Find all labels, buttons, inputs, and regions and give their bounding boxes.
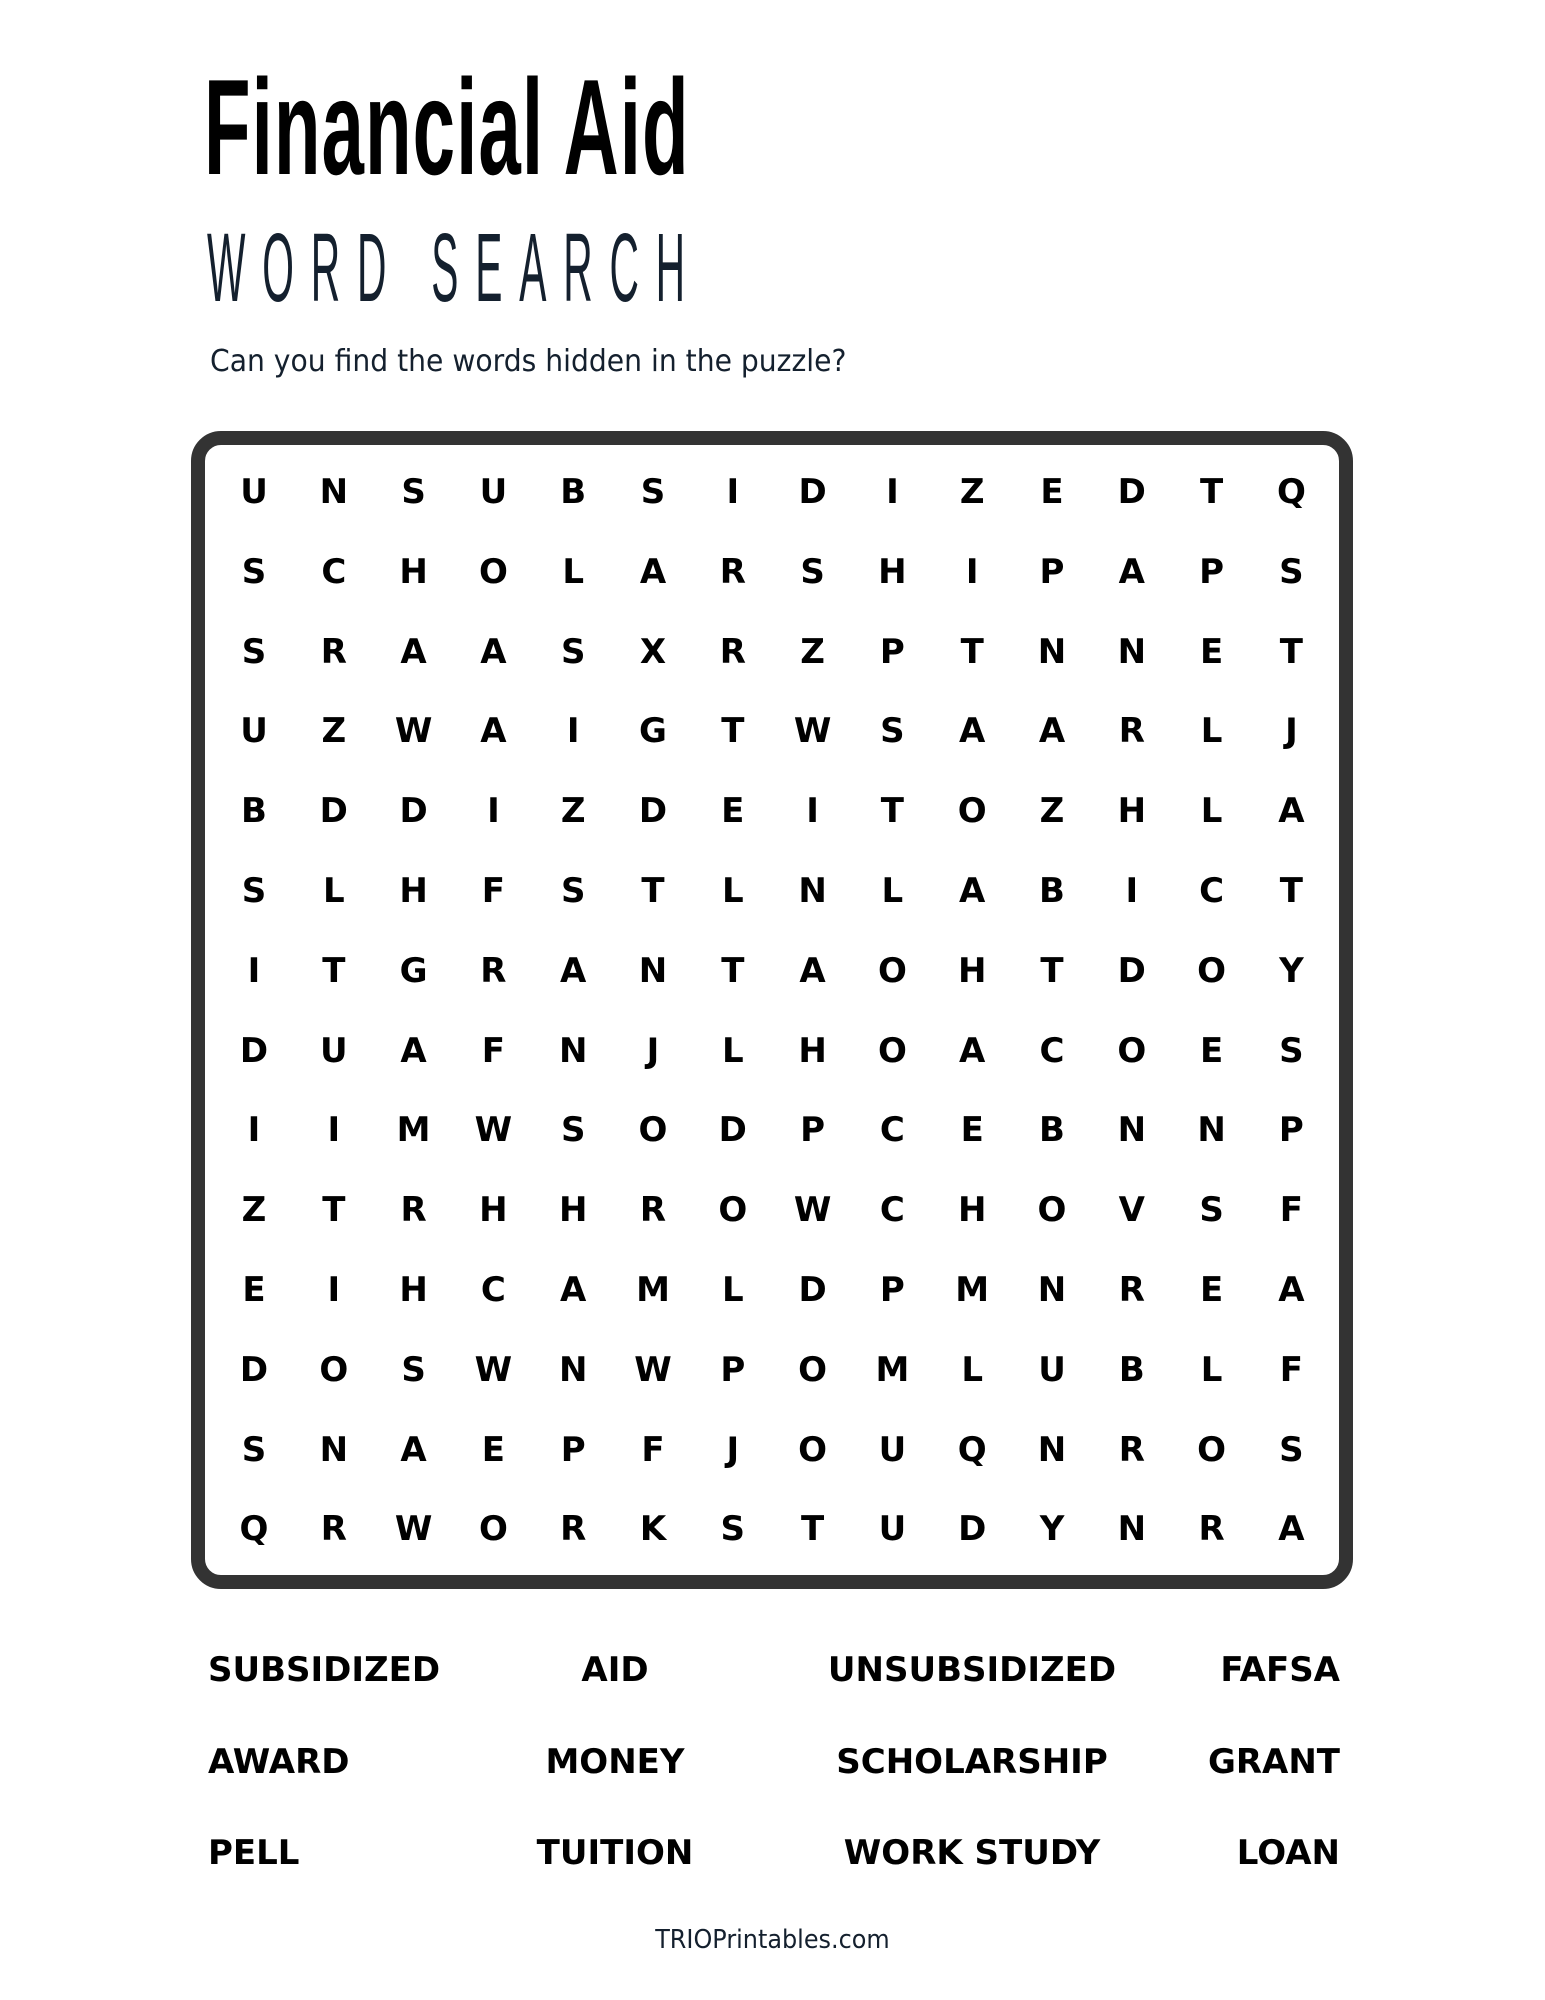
grid-cell[interactable]: M [396,1110,431,1151]
grid-cell[interactable]: P [720,1349,746,1390]
grid-cell[interactable]: W [394,1509,433,1550]
grid-cell[interactable]: O [1197,950,1227,991]
grid-cell[interactable]: R [400,1190,427,1231]
grid-cell[interactable]: O [957,791,987,832]
grid-cell[interactable]: A [400,631,427,672]
grid-cell[interactable]: L [1200,1349,1223,1390]
grid-cell[interactable]: R [1118,1270,1145,1310]
grid-cell[interactable]: G [399,950,428,991]
grid-cell[interactable]: H [878,551,907,592]
grid-cell[interactable]: R [320,1509,347,1550]
grid-cell[interactable]: G [639,711,667,752]
grid-cell[interactable]: D [1117,950,1146,991]
word-list-item: AWARD [208,1742,350,1782]
grid-cell[interactable]: E [1199,631,1224,672]
grid-cell[interactable]: U [240,711,268,752]
grid-cell[interactable]: N [558,1030,588,1071]
grid-cell[interactable]: R [560,1509,587,1550]
grid-cell[interactable]: H [798,1030,827,1071]
grid-cell[interactable]: Q [239,1509,269,1550]
page-subtitle: WORD SEARCH [207,213,702,322]
grid-cell[interactable]: E [1040,472,1064,512]
grid-cell[interactable]: Q [1276,472,1306,512]
grid-cell[interactable]: H [1117,791,1147,832]
grid-cell[interactable]: A [959,711,986,752]
grid-cell[interactable]: K [639,1509,667,1550]
grid-cell[interactable]: D [958,1509,987,1550]
grid-cell[interactable]: I [327,1270,341,1310]
grid-cell[interactable]: Z [959,472,985,512]
grid-cell[interactable]: I [806,791,819,832]
grid-cell[interactable]: P [560,1429,586,1470]
grid-cell[interactable]: C [879,1110,905,1151]
word-list-item: WORK STUDY [843,1833,1101,1873]
grid-cell[interactable]: S [1279,1030,1304,1071]
grid-cell[interactable]: A [1278,791,1305,832]
word-list-item: UNSUBSIDIZED [827,1650,1117,1690]
grid-cell[interactable]: U [319,1030,348,1071]
grid-cell[interactable]: O [1197,1429,1227,1470]
grid-cell[interactable]: X [639,631,667,672]
word-list-item: PELL [208,1833,300,1873]
grid-cell[interactable]: E [242,1270,266,1310]
grid-cell[interactable]: R [320,631,347,672]
grid-cell[interactable]: S [241,871,267,911]
grid-cell[interactable]: F [641,1429,665,1470]
word-list-item: LOAN [1236,1833,1340,1873]
grid-cell[interactable]: B [560,472,587,512]
grid-cell[interactable]: S [560,871,586,911]
grid-cell[interactable]: S [560,1110,586,1151]
grid-cell[interactable]: B [1039,871,1065,911]
grid-cell[interactable]: N [1117,631,1147,672]
grid-cell[interactable]: O [319,1349,349,1390]
puzzle-grid-frame [191,431,1353,1589]
grid-cell[interactable]: C [879,1190,905,1231]
grid-cell[interactable]: T [641,871,665,911]
grid-cell[interactable]: R [1198,1509,1225,1550]
word-list-item: FAFSA [1220,1650,1340,1690]
page-title: Financial Aid [204,51,690,203]
grid-cell[interactable]: A [959,871,986,911]
grid-cell[interactable]: P [1278,1110,1304,1151]
grid-cell[interactable]: I [487,791,500,832]
grid-cell[interactable]: U [1038,1349,1066,1390]
grid-cell[interactable]: A [1038,711,1066,752]
grid-cell[interactable]: I [247,950,261,991]
grid-cell[interactable]: U [878,1509,907,1550]
grid-cell[interactable]: W [474,1349,513,1390]
grid-cell[interactable]: D [399,791,428,832]
grid-cell[interactable]: R [719,631,746,672]
grid-cell[interactable]: T [721,950,745,991]
grid-cell[interactable]: R [1118,1429,1145,1470]
grid-cell[interactable]: A [560,950,587,991]
grid-cell[interactable]: Z [241,1190,267,1231]
word-list-item: SUBSIDIZED [208,1650,441,1690]
grid-cell[interactable]: S [241,551,267,592]
grid-cell[interactable]: A [480,631,507,672]
grid-cell[interactable]: Z [1039,791,1065,832]
grid-cell[interactable]: J [726,1429,740,1470]
grid-cell[interactable]: O [877,1030,907,1071]
grid-cell[interactable]: Z [560,791,586,832]
grid-cell[interactable]: D [638,791,668,832]
grid-cell[interactable]: L [721,1030,744,1071]
grid-cell[interactable]: W [793,1190,832,1231]
grid-cell[interactable]: I [886,472,899,512]
grid-cell[interactable]: T [1279,871,1303,911]
footer [0,1922,1545,1958]
grid-cell[interactable]: L [562,551,585,592]
grid-cell[interactable]: C [1199,871,1225,911]
grid-cell[interactable]: L [1200,791,1223,832]
grid-cell[interactable]: R [639,1190,667,1231]
grid-cell[interactable]: I [566,711,580,752]
grid-cell[interactable]: O [1037,1190,1067,1231]
grid-cell[interactable]: A [480,711,507,752]
instructions-text: Can you find the words hidden in the puzzle? [210,344,847,379]
grid-cell[interactable]: E [721,791,745,832]
grid-cell[interactable]: H [957,950,987,991]
grid-cell[interactable]: A [560,1270,587,1310]
grid-cell[interactable]: U [479,472,508,512]
grid-cell[interactable]: A [959,1030,986,1071]
grid-cell[interactable]: L [961,1349,984,1390]
grid-cell[interactable]: D [798,1270,827,1310]
grid-cell[interactable]: N [638,950,668,991]
grid-cell[interactable]: H [399,551,428,592]
grid-cell[interactable]: L [1200,711,1223,752]
grid-cell[interactable]: F [1279,1349,1303,1390]
grid-cell[interactable]: T [721,711,745,752]
grid-cell[interactable]: N [1037,1270,1067,1310]
grid-cell[interactable]: O [877,950,907,991]
grid-cell[interactable]: Z [321,711,347,752]
grid-cell[interactable]: D [239,1030,269,1071]
grid-cell[interactable]: P [1199,551,1225,592]
footer-site-text: TRIOPrintables.com [655,1925,890,1955]
grid-cell[interactable]: P [1039,551,1065,592]
grid-cell[interactable]: H [558,1190,588,1231]
grid-cell[interactable]: O [638,1110,668,1151]
grid-cell[interactable]: C [321,551,347,592]
grid-cell[interactable]: Q [957,1429,987,1470]
grid-cell[interactable]: Z [800,631,825,672]
grid-cell[interactable]: U [240,472,268,512]
grid-cell[interactable]: A [1118,551,1145,592]
grid-cell[interactable]: F [481,871,505,911]
grid-cell[interactable]: R [480,950,507,991]
grid-cell[interactable]: O [478,551,508,592]
grid-cell[interactable]: P [879,1270,905,1310]
grid-cell[interactable]: N [319,472,349,512]
grid-cell[interactable]: Y [1039,1509,1065,1550]
grid-cell[interactable]: A [400,1030,427,1071]
letter-grid [205,445,1339,1575]
grid-cell[interactable]: O [478,1509,508,1550]
grid-cell[interactable]: A [639,551,667,592]
word-list-item: GRANT [1207,1742,1340,1782]
grid-cell[interactable]: N [798,871,827,911]
grid-cell[interactable]: N [1037,1429,1067,1470]
grid-cell[interactable]: A [400,1429,427,1470]
grid-cell[interactable]: L [721,871,744,911]
grid-cell[interactable]: D [319,791,348,832]
grid-cell[interactable]: D [239,1349,269,1390]
grid-cell[interactable]: R [719,551,746,592]
grid-cell[interactable]: L [881,871,904,911]
grid-cell[interactable]: I [965,551,979,592]
word-list-item: SCHOLARSHIP [836,1742,1108,1782]
grid-cell[interactable]: F [1279,1190,1303,1231]
grid-cell[interactable]: A [1278,1509,1305,1550]
grid-cell[interactable]: I [247,1110,261,1151]
grid-cell[interactable]: W [394,711,433,752]
grid-cell[interactable]: D [1117,472,1146,512]
word-list-item: TUITION [536,1833,694,1873]
grid-cell[interactable]: S [1279,551,1304,592]
word-list-item: AID [581,1650,649,1690]
grid-cell[interactable]: H [957,1190,987,1231]
grid-cell[interactable]: I [327,1110,341,1151]
grid-cell[interactable]: I [1125,871,1139,911]
grid-cell[interactable]: N [1037,631,1067,672]
grid-cell[interactable]: J [646,1030,660,1071]
grid-cell[interactable]: D [718,1110,747,1151]
grid-cell[interactable]: T [880,791,904,832]
grid-cell[interactable]: N [319,1429,349,1470]
grid-cell[interactable]: S [880,711,905,752]
grid-cell[interactable]: O [718,1190,748,1231]
grid-cell[interactable]: T [1279,631,1303,672]
grid-cell[interactable]: S [1279,1429,1304,1470]
grid-cell[interactable]: H [479,1190,508,1231]
grid-cell[interactable]: W [474,1110,513,1151]
grid-cell[interactable]: S [1199,1190,1224,1231]
grid-cell[interactable]: W [793,711,832,752]
grid-cell[interactable]: R [1118,711,1145,752]
grid-cell[interactable]: D [798,472,827,512]
grid-cell[interactable]: N [1117,1509,1147,1550]
grid-cell[interactable]: N [558,1349,588,1390]
grid-cell[interactable]: M [955,1270,990,1310]
grid-cell[interactable]: E [481,1429,505,1470]
grid-cell[interactable]: T [322,1190,346,1231]
grid-cell[interactable]: O [798,1429,828,1470]
grid-cell[interactable]: J [1285,711,1298,752]
grid-cell[interactable]: L [322,871,345,911]
grid-cell[interactable]: M [875,1349,910,1390]
word-list-item: MONEY [545,1742,685,1782]
grid-cell[interactable]: B [1039,1110,1065,1151]
grid-cell[interactable]: N [1117,1110,1147,1151]
grid-cell[interactable]: S [401,472,426,512]
grid-cell[interactable]: W [634,1349,672,1390]
grid-cell[interactable]: A [799,950,826,991]
grid-cell[interactable]: H [399,1270,428,1310]
grid-cell[interactable]: S [241,631,267,672]
grid-cell[interactable]: T [1040,950,1064,991]
grid-cell[interactable]: S [241,1429,267,1470]
grid-cell[interactable]: C [480,1270,506,1310]
grid-cell[interactable]: C [1039,1030,1065,1071]
grid-cell[interactable]: S [560,631,586,672]
grid-cell[interactable]: E [1199,1270,1224,1310]
grid-cell[interactable]: F [481,1030,505,1071]
grid-cell[interactable]: T [322,950,346,991]
grid-cell[interactable]: T [960,631,984,672]
grid-cell[interactable]: E [960,1110,984,1151]
grid-cell[interactable]: A [1278,1270,1305,1310]
grid-cell[interactable]: E [1199,1030,1224,1071]
grid-cell[interactable]: O [798,1349,828,1390]
grid-cell[interactable]: T [1199,472,1224,512]
grid-cell[interactable]: L [721,1270,744,1310]
grid-cell[interactable]: P [800,1110,826,1151]
grid-cell[interactable]: I [726,472,740,512]
grid-cell[interactable]: P [879,631,905,672]
grid-cell[interactable]: T [800,1509,825,1550]
grid-cell[interactable]: O [1117,1030,1147,1071]
grid-cell[interactable]: B [1118,1349,1145,1390]
grid-cell[interactable]: V [1118,1190,1145,1231]
grid-cell[interactable]: M [636,1270,670,1310]
grid-cell[interactable]: S [401,1349,426,1390]
grid-cell[interactable]: H [399,871,428,911]
grid-cell[interactable]: S [720,1509,746,1550]
grid-cell[interactable]: U [878,1429,907,1470]
grid-cell[interactable]: Y [1279,950,1304,991]
grid-cell[interactable]: S [800,551,825,592]
grid-cell[interactable]: S [640,472,666,512]
grid-cell[interactable]: N [1197,1110,1226,1151]
grid-cell[interactable]: B [241,791,267,832]
